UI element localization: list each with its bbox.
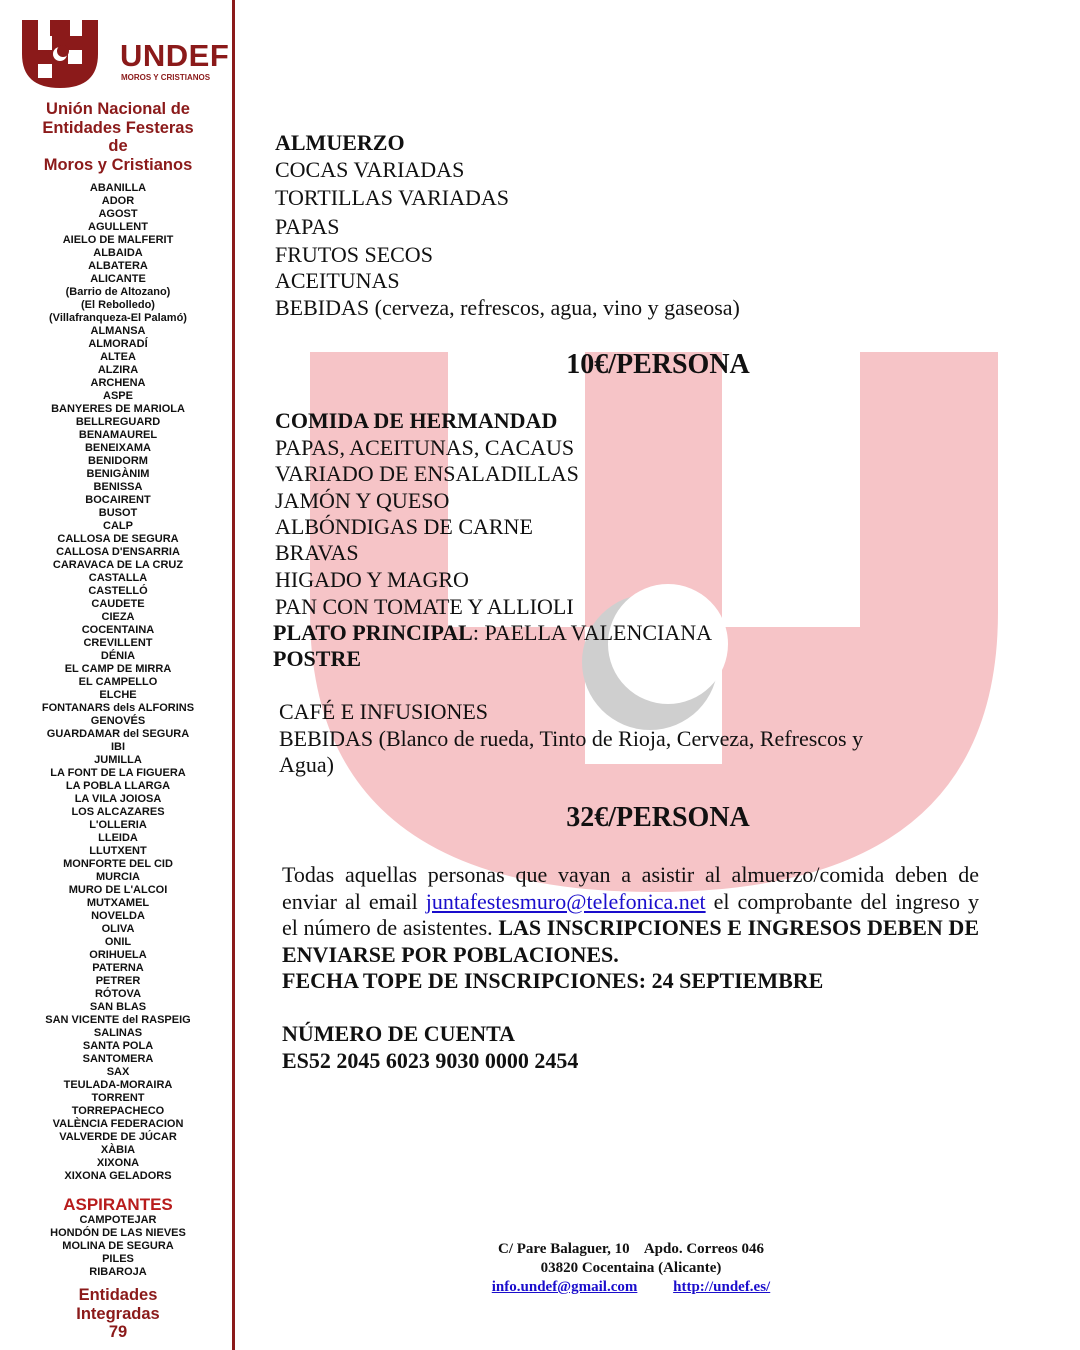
- member-item: TEULADA-MORAIRA: [63, 1079, 173, 1091]
- member-item: (Villafranqueza-El Palamó): [49, 312, 187, 324]
- member-item: SANTOMERA: [82, 1053, 154, 1065]
- menu-item: BRAVAS: [275, 540, 359, 565]
- member-item: VALVERDE DE JÚCAR: [59, 1131, 177, 1143]
- menu-item: PAN CON TOMATE Y ALLIOLI: [275, 594, 574, 619]
- aspirante-item: RIBAROJA: [89, 1266, 147, 1278]
- menu-item: Agua): [279, 752, 334, 777]
- member-item: SAX: [106, 1066, 130, 1078]
- member-item: FONTANARS dels ALFORINS: [41, 702, 195, 714]
- deadline: FECHA TOPE DE INSCRIPCIONES: 24 SEPTIEMBRE: [282, 968, 824, 993]
- undef-shield-icon: [20, 18, 100, 90]
- member-item: PETRER: [95, 975, 141, 987]
- menu-item: PAPAS: [275, 214, 340, 239]
- footer-address: C/ Pare Balaguer, 10 Apdo. Correos 046: [498, 1241, 764, 1257]
- member-item: ALICANTE: [90, 273, 146, 285]
- member-item: (Barrio de Altozano): [65, 286, 171, 298]
- member-item: SANTA POLA: [82, 1040, 154, 1052]
- member-item: EL CAMP DE MIRRA: [64, 663, 172, 675]
- aspirantes-title: ASPIRANTES: [63, 1195, 173, 1214]
- member-item: CASTELLÓ: [88, 585, 148, 597]
- main-course: [273, 620, 712, 646]
- member-item: BENAMAUREL: [78, 429, 158, 441]
- member-item: SALINAS: [93, 1027, 143, 1039]
- member-item: VALÈNCIA FEDERACION: [52, 1118, 184, 1130]
- member-item: BOCAIRENT: [85, 494, 151, 506]
- member-item: ARCHENA: [90, 377, 146, 389]
- member-item: XÀBIA: [100, 1144, 136, 1156]
- account-label: NÚMERO DE CUENTA: [282, 1021, 516, 1046]
- sidebar: [0, 0, 232, 1350]
- sidebar-divider: [232, 0, 235, 1350]
- member-item: ALZIRA: [97, 364, 139, 376]
- aspirante-item: MOLINA DE SEGURA: [62, 1240, 174, 1252]
- member-item: SAN BLAS: [89, 1001, 147, 1013]
- menu-item: COCAS VARIADAS: [275, 157, 465, 182]
- almuerzo-price: 10€/PERSONA: [566, 349, 750, 380]
- logo-wordmark: UNDEF: [120, 38, 230, 73]
- menu-item: BEBIDAS (Blanco de rueda, Tinto de Rioja, Cerveza, Refrescos y: [279, 726, 864, 751]
- member-item: AGULLENT: [88, 221, 148, 233]
- member-item: TORREPACHECO: [71, 1105, 165, 1117]
- member-item: SAN VICENTE del RASPEIG: [45, 1014, 191, 1026]
- member-item: LA VILA JOIOSA: [74, 793, 162, 805]
- member-item: CALLOSA DE SEGURA: [57, 533, 179, 545]
- member-item: ALTEA: [100, 351, 136, 363]
- menu-item: ACEITUNAS: [275, 268, 400, 293]
- member-item: JUMILLA: [94, 754, 142, 766]
- dessert-label: POSTRE: [273, 646, 362, 671]
- member-item: ALMANSA: [90, 325, 146, 337]
- member-item: MUTXAMEL: [86, 897, 150, 909]
- member-item: CAUDETE: [91, 598, 145, 610]
- menu-item: JAMÓN Y QUESO: [275, 488, 450, 513]
- member-item: ELCHE: [99, 689, 137, 701]
- member-item: GENOVÉS: [90, 715, 146, 727]
- member-item: EL CAMPELLO: [78, 676, 158, 688]
- member-item: LA POBLA LLARGA: [65, 780, 171, 792]
- notice-bold: LAS INSCRIPCIONES E INGRESOS DEBEN DE ENVIARSE POR POBLACIONES.: [282, 915, 979, 967]
- member-item: BELLREGUARD: [75, 416, 161, 428]
- menu-item: BEBIDAS (cerveza, refrescos, agua, vino y gaseosa): [275, 295, 740, 320]
- registration-notice: [282, 862, 979, 1074]
- footer-links: [236, 1278, 1026, 1297]
- member-item: CARAVACA DE LA CRUZ: [52, 559, 184, 571]
- member-item: BUSOT: [98, 507, 138, 519]
- member-item: XIXONA: [96, 1157, 140, 1169]
- member-item: LLEIDA: [98, 832, 138, 844]
- member-item: RÓTOVA: [94, 988, 142, 1000]
- main-course-label: PLATO PRINCIPAL: [273, 620, 473, 645]
- member-item: ASPE: [103, 390, 133, 402]
- member-list: [0, 182, 236, 1183]
- member-item: MONFORTE DEL CID: [63, 858, 173, 870]
- member-item: BENIGÀNIM: [86, 468, 150, 480]
- aspirantes-list: [0, 1214, 236, 1279]
- member-item: CREVILLENT: [83, 637, 153, 649]
- menu-item: TORTILLAS VARIADAS: [275, 185, 509, 210]
- member-item: AGOST: [98, 208, 138, 220]
- member-item: ADOR: [101, 195, 135, 207]
- account-number: ES52 2045 6023 9030 0000 2454: [282, 1047, 579, 1073]
- org-name-line: Entidades Festeras: [42, 118, 194, 137]
- comida-price: 32€/PERSONA: [566, 802, 750, 833]
- member-item: (El Rebolledo): [81, 299, 155, 311]
- notice-text: Todas aquellas personas que vayan a asistir al almuerzo/comida deben de enviar al email: [282, 862, 979, 914]
- member-item: L'OLLERIA: [89, 819, 147, 831]
- member-item: ALBATERA: [88, 260, 148, 272]
- menu-item: PAPAS, ACEITUNAS, CACAUS: [275, 435, 575, 460]
- member-item: LOS ALCAZARES: [71, 806, 165, 818]
- logo-tagline: MOROS Y CRISTIANOS: [121, 73, 211, 82]
- member-item: BANYERES DE MARIOLA: [51, 403, 185, 415]
- aspirante-item: PILES: [102, 1253, 134, 1265]
- member-item: BENIDORM: [88, 455, 148, 467]
- member-item: CASTALLA: [88, 572, 148, 584]
- menu-item: HIGADO Y MAGRO: [275, 567, 469, 592]
- integrated-line: Entidades: [78, 1286, 158, 1304]
- contact-email-link[interactable]: juntafestesmuro@telefonica.net: [425, 888, 706, 914]
- member-item: ABANILLA: [89, 182, 147, 194]
- member-item: OLIVA: [101, 923, 135, 935]
- menu-item: CAFÉ E INFUSIONES: [279, 699, 489, 724]
- main-course-value: : PAELLA VALENCIANA: [472, 620, 713, 645]
- member-item: DÉNIA: [100, 650, 136, 662]
- member-item: CALP: [103, 520, 133, 532]
- member-item: ONIL: [104, 936, 132, 948]
- member-item: BENISSA: [93, 481, 143, 493]
- member-item: ORIHUELA: [89, 949, 147, 961]
- member-item: MURO DE L'ALCOI: [68, 884, 168, 896]
- org-name: [0, 100, 236, 174]
- menu-item: VARIADO DE ENSALADILLAS: [275, 461, 579, 486]
- footer-email-link[interactable]: info.undef@gmail.com: [491, 1279, 638, 1295]
- menu-item: ALBÓNDIGAS DE CARNE: [275, 514, 533, 539]
- integrated-number: 79: [108, 1323, 128, 1341]
- member-item: NOVELDA: [91, 910, 145, 922]
- member-item: LLUTXENT: [89, 845, 147, 857]
- footer: [236, 1240, 1026, 1297]
- member-item: ALMORADÍ: [88, 338, 148, 350]
- org-name-line: Moros y Cristianos: [43, 155, 193, 174]
- member-item: LA FONT DE LA FIGUERA: [50, 767, 186, 779]
- member-item: AIELO DE MALFERIT: [62, 234, 174, 246]
- member-item: CALLOSA D'ENSARRIA: [56, 546, 180, 558]
- member-item: PATERNA: [92, 962, 144, 974]
- member-item: GUARDAMAR del SEGURA: [46, 728, 190, 740]
- member-item: XIXONA GELADORS: [64, 1170, 172, 1182]
- aspirante-item: CAMPOTEJAR: [79, 1214, 157, 1226]
- member-item: COCENTAINA: [81, 624, 155, 636]
- notice-text: el comprobante del ingreso y el número de asistentes.: [282, 888, 979, 940]
- footer-website-link[interactable]: http://undef.es/: [673, 1279, 771, 1295]
- integrated-count: [0, 1286, 236, 1342]
- member-item: CIEZA: [101, 611, 135, 623]
- almuerzo-title: ALMUERZO: [275, 130, 405, 155]
- aspirante-item: HONDÓN DE LAS NIEVES: [50, 1227, 186, 1239]
- member-item: ALBAIDA: [93, 247, 143, 259]
- menu-item: FRUTOS SECOS: [275, 242, 433, 267]
- member-item: IBI: [110, 741, 126, 753]
- integrated-line: Integradas: [76, 1304, 160, 1323]
- member-item: TORRENT: [91, 1092, 145, 1104]
- member-item: BENEIXAMA: [84, 442, 151, 454]
- member-item: MURCIA: [96, 871, 140, 883]
- org-name-line: Unión Nacional de: [46, 100, 190, 118]
- comida-title: COMIDA DE HERMANDAD: [275, 408, 558, 433]
- undef-logo: [20, 18, 230, 90]
- footer-city: 03820 Cocentaina (Alicante): [540, 1260, 722, 1276]
- org-name-line: de: [108, 137, 128, 155]
